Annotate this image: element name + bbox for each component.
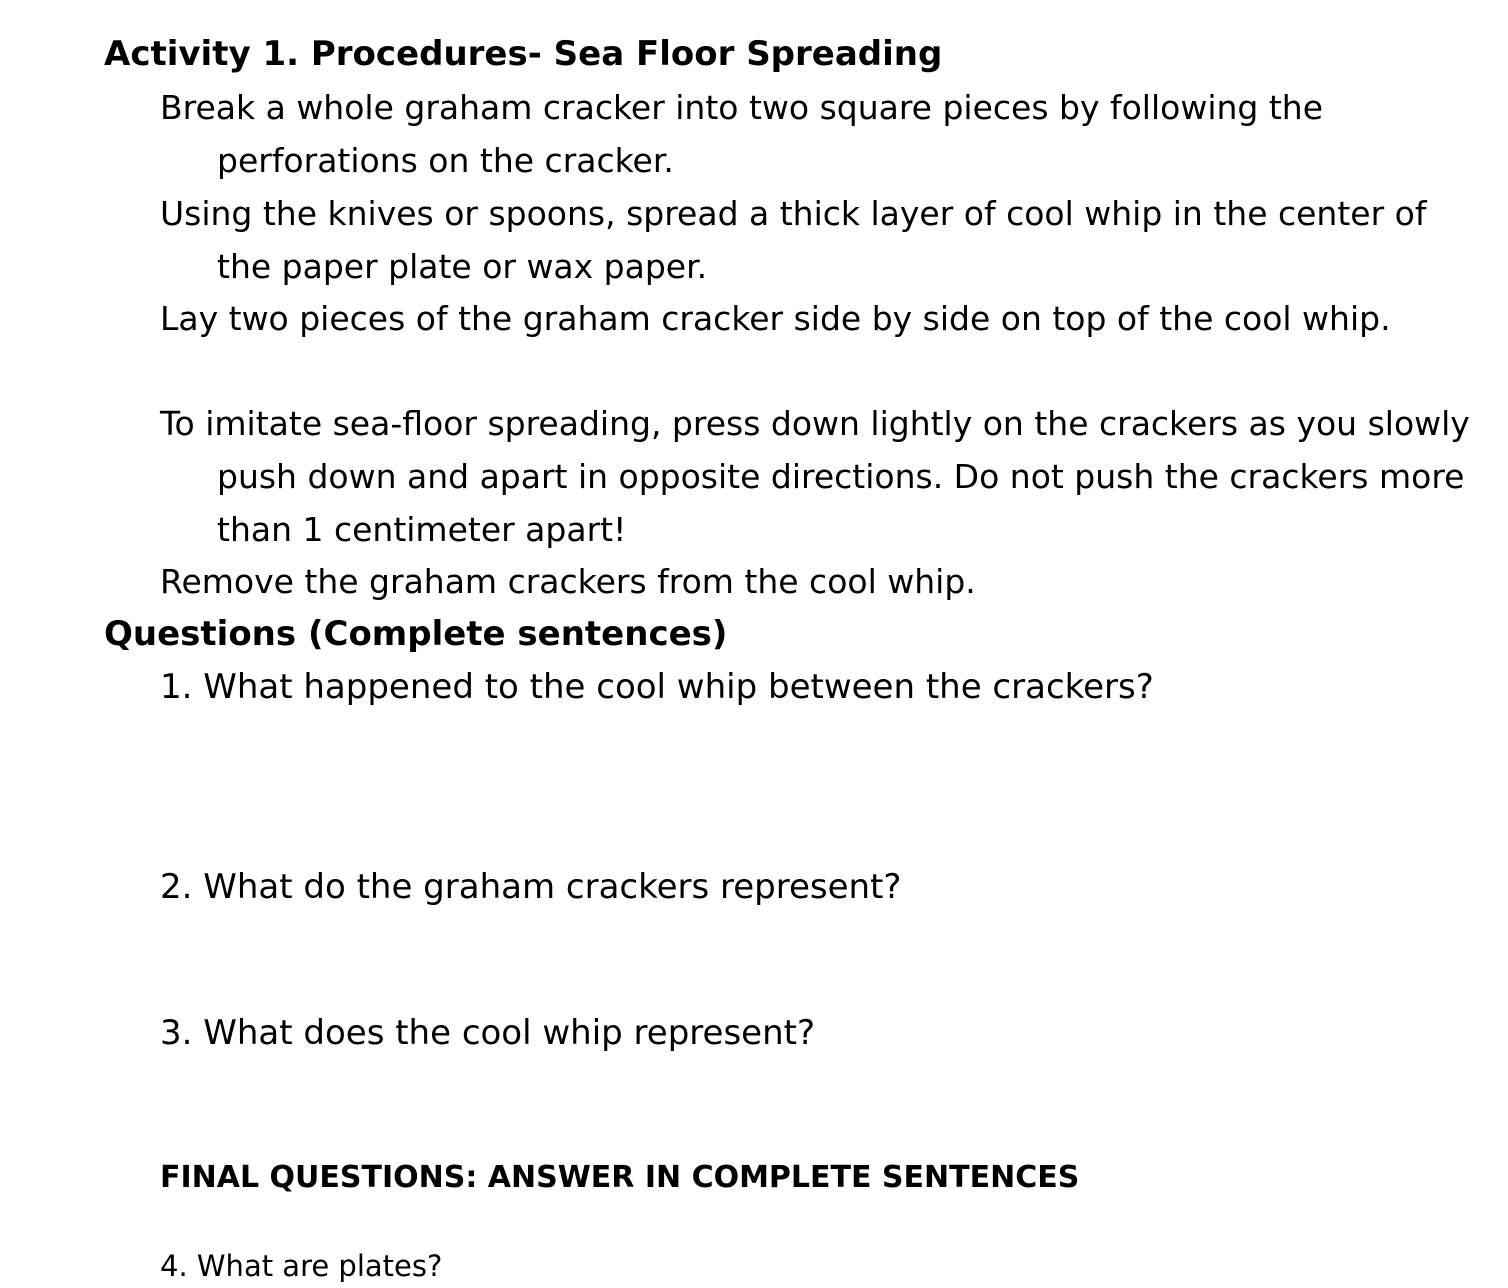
question-item: 3. What does the cool whip represent? — [160, 1013, 815, 1053]
final-questions-title: FINAL QUESTIONS: ANSWER IN COMPLETE SENTENCES — [160, 1160, 1080, 1195]
procedure-step: Remove the graham crackers from the cool whip. — [160, 562, 976, 601]
question-item: 2. What do the graham crackers represent? — [160, 867, 902, 907]
activity-title: Activity 1. Procedures- Sea Floor Spreading — [104, 34, 943, 74]
procedure-step: Lay two pieces of the graham cracker side by side on top of the cool whip. — [160, 299, 1391, 338]
procedure-step: To imitate sea-floor spreading, press down lightly on the crackers as you slowly push down and apart in opposite directions. Do not push the crackers more than 1 centimeter apart! — [160, 404, 1470, 549]
question-item: 1. What happened to the cool whip between the crackers? — [160, 667, 1154, 707]
procedure-step: Using the knives or spoons, spread a thick layer of cool whip in the center of the paper plate or wax paper. — [160, 194, 1427, 286]
final-question-item: 4. What are plates? — [160, 1249, 443, 1283]
procedure-step: Break a whole graham cracker into two square pieces by following the perforations on the cracker. — [160, 88, 1323, 180]
questions-title: Questions (Complete sentences) — [104, 614, 728, 654]
